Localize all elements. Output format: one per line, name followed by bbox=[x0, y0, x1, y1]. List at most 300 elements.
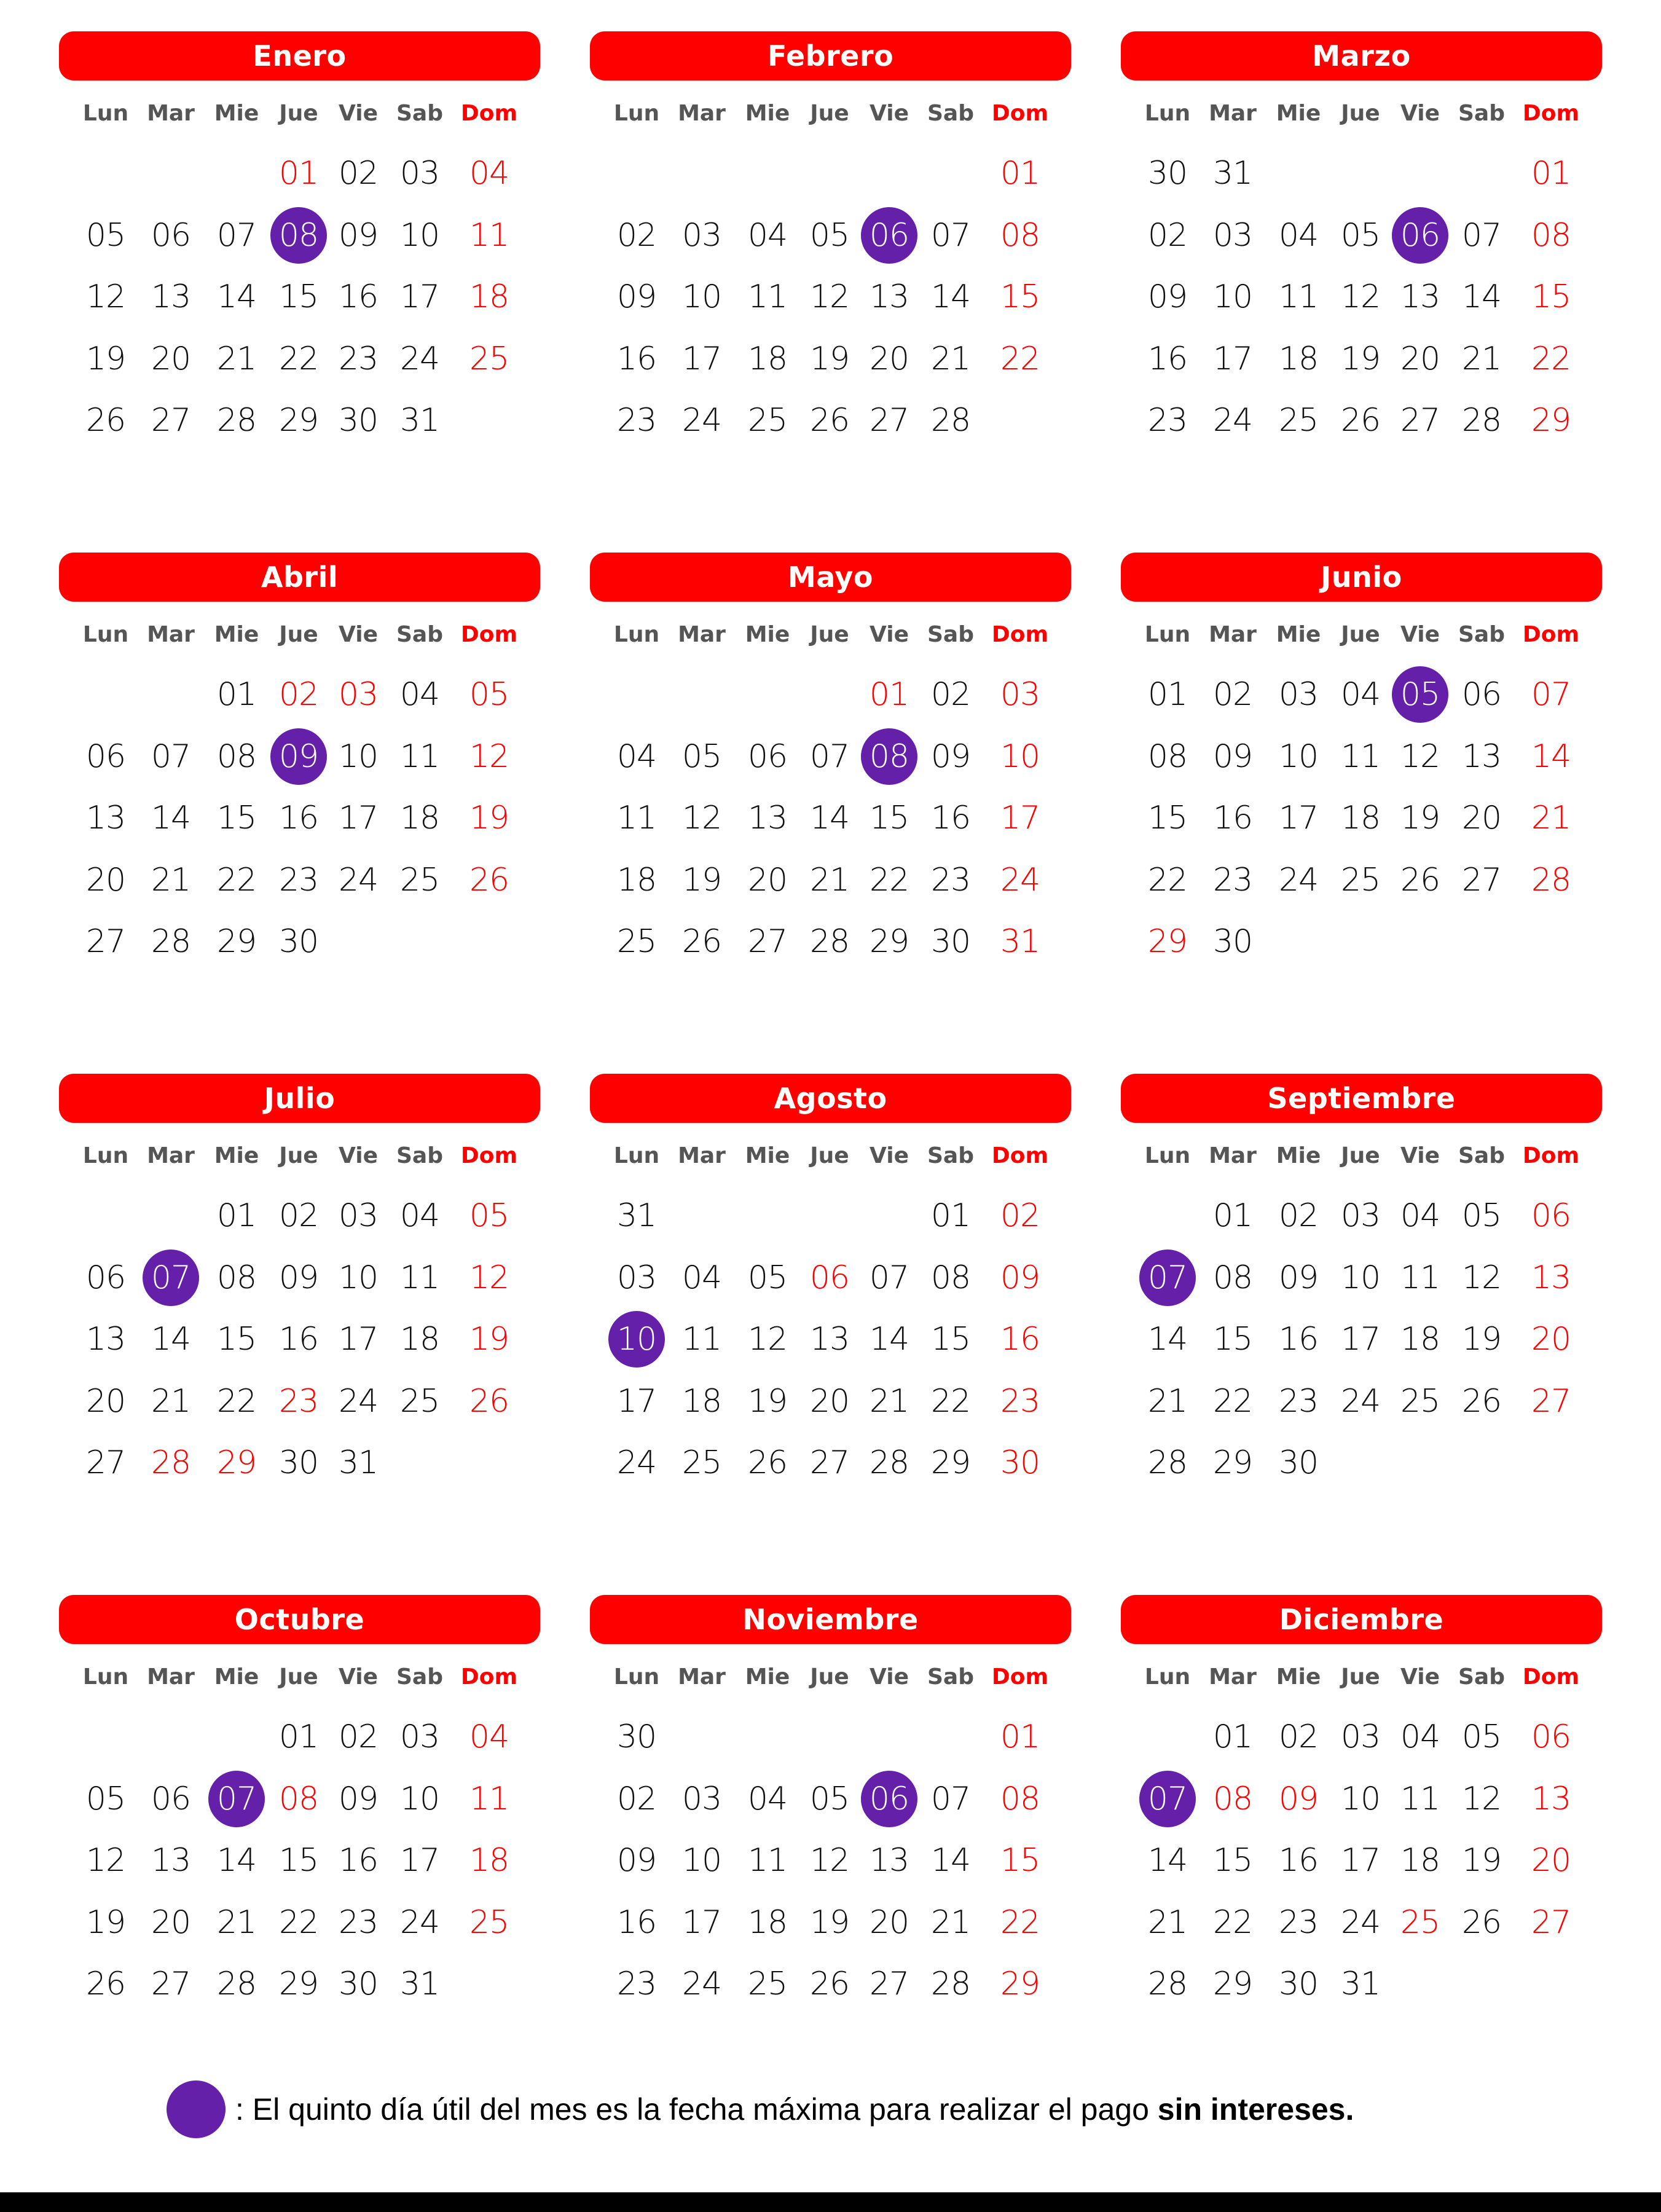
day-number: 07 bbox=[151, 738, 191, 775]
month-julio bbox=[59, 1074, 540, 1541]
day-cell bbox=[207, 1435, 266, 1491]
day-cell bbox=[1331, 1771, 1390, 1827]
weekday-label: Dom bbox=[460, 1664, 518, 1690]
day-number: 01 bbox=[869, 676, 909, 713]
day-number: 17 bbox=[399, 1842, 440, 1879]
day-cell bbox=[738, 913, 797, 970]
day-cell bbox=[329, 1894, 388, 1951]
day-number: 12 bbox=[85, 278, 126, 315]
day-number: 06 bbox=[151, 216, 191, 254]
day-cell bbox=[738, 1956, 797, 2012]
day-number: 28 bbox=[869, 1444, 909, 1481]
day-number: 29 bbox=[216, 923, 257, 960]
day-cell bbox=[269, 913, 328, 970]
weekday-label: Mar bbox=[147, 101, 195, 126]
day-number: 11 bbox=[616, 800, 657, 836]
day-cell bbox=[738, 1250, 797, 1306]
day-cell bbox=[269, 1956, 328, 2012]
day-number: 31 bbox=[1212, 155, 1253, 192]
day-cell bbox=[1331, 1956, 1390, 2012]
day-cell bbox=[1452, 1894, 1511, 1951]
weekday-label: Sab bbox=[927, 101, 974, 126]
day-cell-highlighted bbox=[207, 1771, 266, 1827]
day-cell bbox=[141, 331, 200, 387]
day-cell bbox=[607, 728, 666, 785]
day-number: 11 bbox=[469, 216, 509, 254]
day-number: 22 bbox=[278, 340, 319, 377]
day-number: 26 bbox=[1400, 861, 1440, 899]
day-number: 19 bbox=[809, 1903, 850, 1941]
day-number: 30 bbox=[930, 923, 971, 960]
weekday-label: Mar bbox=[147, 1664, 195, 1690]
day-cell bbox=[1203, 790, 1262, 846]
day-cell bbox=[460, 1311, 519, 1368]
day-number: 24 bbox=[1000, 861, 1040, 899]
day-cell bbox=[329, 1832, 388, 1889]
day-number: 22 bbox=[930, 1382, 971, 1420]
day-cell bbox=[1331, 207, 1390, 264]
day-cell bbox=[269, 331, 328, 387]
day-cell bbox=[1331, 1187, 1390, 1244]
day-number: 17 bbox=[338, 1321, 379, 1358]
day-number: 30 bbox=[1278, 1966, 1319, 2002]
day-number: 29 bbox=[869, 923, 909, 960]
day-number: 17 bbox=[399, 278, 440, 315]
legend bbox=[167, 2080, 1354, 2139]
weekday-label: Mie bbox=[214, 101, 259, 126]
day-cell bbox=[76, 269, 135, 325]
weekday-label: Vie bbox=[339, 1664, 378, 1690]
day-cell bbox=[1452, 207, 1511, 264]
day-cell bbox=[1522, 1373, 1581, 1430]
day-cell bbox=[1203, 852, 1262, 908]
weekday-label: Jue bbox=[279, 622, 318, 647]
day-number: 20 bbox=[1531, 1842, 1571, 1879]
day-cell bbox=[329, 1771, 388, 1827]
day-number: 26 bbox=[1461, 1382, 1502, 1420]
day-cell-highlighted bbox=[860, 728, 919, 785]
day-number: 04 bbox=[747, 1780, 788, 1817]
day-cell bbox=[991, 269, 1050, 325]
day-cell bbox=[921, 728, 980, 785]
day-cell bbox=[141, 1956, 200, 2012]
day-number: 28 bbox=[1531, 861, 1571, 899]
day-number: 14 bbox=[1461, 278, 1502, 315]
day-cell bbox=[1203, 1250, 1262, 1306]
day-number: 21 bbox=[151, 1382, 191, 1420]
day-cell bbox=[460, 1373, 519, 1430]
day-number: 05 bbox=[1340, 216, 1381, 254]
weekday-label: Jue bbox=[810, 622, 849, 647]
day-number: 20 bbox=[747, 861, 788, 899]
day-cell bbox=[738, 269, 797, 325]
day-cell bbox=[141, 1771, 200, 1827]
day-cell bbox=[460, 269, 519, 325]
day-number: 01 bbox=[930, 1197, 971, 1234]
legend-text-bold: sin intereses. bbox=[1157, 2092, 1354, 2127]
day-cell bbox=[1522, 1250, 1581, 1306]
weekday-label: Jue bbox=[279, 1143, 318, 1168]
day-number: 13 bbox=[85, 800, 126, 836]
day-cell bbox=[269, 1373, 328, 1430]
day-cell bbox=[460, 1709, 519, 1765]
day-number: 20 bbox=[869, 340, 909, 377]
day-number: 06 bbox=[1461, 676, 1502, 713]
day-number: 14 bbox=[930, 1842, 971, 1879]
day-number: 15 bbox=[278, 278, 319, 315]
day-cell bbox=[800, 1435, 859, 1491]
day-cell bbox=[269, 666, 328, 723]
day-cell bbox=[738, 392, 797, 449]
day-number: 09 bbox=[338, 1780, 379, 1817]
weekday-label: Vie bbox=[1400, 1143, 1440, 1168]
day-number: 17 bbox=[338, 800, 379, 836]
weekday-label: Lun bbox=[613, 622, 660, 647]
day-cell bbox=[1269, 1187, 1328, 1244]
day-cell bbox=[738, 790, 797, 846]
day-number: 16 bbox=[1278, 1321, 1319, 1358]
day-number: 09 bbox=[616, 278, 657, 315]
day-cell bbox=[141, 1832, 200, 1889]
day-cell bbox=[390, 1373, 449, 1430]
day-number: 08 bbox=[216, 738, 257, 775]
day-number: 12 bbox=[809, 1842, 850, 1879]
day-cell bbox=[921, 392, 980, 449]
day-number: 09 bbox=[338, 216, 379, 254]
day-number: 27 bbox=[869, 1966, 909, 2002]
weekday-label: Mie bbox=[214, 622, 259, 647]
day-cell bbox=[1269, 392, 1328, 449]
day-cell bbox=[76, 207, 135, 264]
day-number: 12 bbox=[85, 1842, 126, 1879]
day-number: 15 bbox=[1000, 278, 1040, 315]
day-cell bbox=[207, 392, 266, 449]
day-cell bbox=[921, 790, 980, 846]
month-header: Mayo bbox=[590, 553, 1071, 602]
month-header: Septiembre bbox=[1121, 1074, 1602, 1123]
day-cell bbox=[1203, 1187, 1262, 1244]
weekday-label: Vie bbox=[870, 622, 909, 647]
day-cell bbox=[1269, 1832, 1328, 1889]
day-cell bbox=[921, 852, 980, 908]
day-cell bbox=[1203, 269, 1262, 325]
weekday-label: Vie bbox=[339, 622, 378, 647]
day-cell bbox=[991, 1187, 1050, 1244]
day-cell bbox=[800, 1832, 859, 1889]
month-header: Noviembre bbox=[590, 1595, 1071, 1644]
day-number: 02 bbox=[1278, 1197, 1319, 1234]
day-cell bbox=[607, 269, 666, 325]
day-number: 03 bbox=[1340, 1718, 1381, 1755]
day-number: 25 bbox=[1278, 402, 1319, 439]
day-number: 16 bbox=[338, 278, 379, 315]
day-cell bbox=[672, 269, 731, 325]
day-number: 19 bbox=[809, 340, 850, 377]
day-number: 16 bbox=[1000, 1321, 1040, 1358]
day-cell bbox=[1522, 728, 1581, 785]
day-number: 26 bbox=[1461, 1903, 1502, 1941]
day-cell bbox=[390, 852, 449, 908]
day-cell bbox=[76, 331, 135, 387]
day-number: 16 bbox=[930, 800, 971, 836]
day-number: 22 bbox=[1531, 340, 1571, 377]
day-cell bbox=[1138, 1956, 1197, 2012]
weekday-label: Jue bbox=[1341, 101, 1380, 126]
day-number: 09 bbox=[616, 1842, 657, 1879]
day-number: 08 bbox=[1147, 738, 1188, 775]
day-number: 11 bbox=[399, 738, 440, 775]
bottom-bar bbox=[0, 2192, 1661, 2212]
day-number: 30 bbox=[1147, 155, 1188, 192]
day-number: 08 bbox=[216, 1259, 257, 1296]
day-number: 24 bbox=[1278, 861, 1319, 899]
day-cell bbox=[269, 1709, 328, 1765]
legend-text-regular: : El quinto día útil del mes es la fecha máxima para realizar el pago bbox=[235, 2092, 1158, 2127]
day-number: 27 bbox=[85, 1444, 126, 1481]
day-cell bbox=[672, 1311, 731, 1368]
day-cell bbox=[390, 1832, 449, 1889]
day-cell bbox=[1138, 392, 1197, 449]
day-number: 29 bbox=[1000, 1966, 1040, 2002]
weekday-label: Vie bbox=[1400, 622, 1440, 647]
day-cell bbox=[921, 1771, 980, 1827]
day-number: 25 bbox=[747, 402, 788, 439]
day-cell bbox=[460, 331, 519, 387]
day-cell bbox=[76, 1373, 135, 1430]
day-number: 12 bbox=[469, 738, 509, 775]
day-number: 03 bbox=[1212, 216, 1253, 254]
day-number: 07 bbox=[1147, 1780, 1188, 1817]
day-number: 24 bbox=[399, 340, 440, 377]
day-number: 31 bbox=[399, 402, 440, 439]
day-cell bbox=[1452, 1771, 1511, 1827]
day-number: 28 bbox=[1147, 1444, 1188, 1481]
month-agosto bbox=[590, 1074, 1071, 1541]
day-cell bbox=[738, 1832, 797, 1889]
day-number: 13 bbox=[1461, 738, 1502, 775]
day-number: 29 bbox=[1531, 402, 1571, 439]
day-cell bbox=[269, 1771, 328, 1827]
day-cell bbox=[1203, 1311, 1262, 1368]
day-number: 21 bbox=[1147, 1382, 1188, 1420]
day-number: 16 bbox=[616, 1903, 657, 1941]
day-cell bbox=[1331, 728, 1390, 785]
day-number: 03 bbox=[1000, 676, 1040, 713]
day-cell bbox=[329, 331, 388, 387]
day-cell bbox=[269, 269, 328, 325]
day-cell bbox=[1269, 852, 1328, 908]
month-header: Octubre bbox=[59, 1595, 540, 1644]
day-cell bbox=[991, 666, 1050, 723]
day-number: 23 bbox=[1278, 1903, 1319, 1941]
day-number: 19 bbox=[469, 1321, 509, 1358]
day-cell bbox=[991, 852, 1050, 908]
day-cell bbox=[1452, 1373, 1511, 1430]
day-cell bbox=[1203, 1832, 1262, 1889]
weekday-label: Sab bbox=[396, 1143, 443, 1168]
day-cell bbox=[800, 392, 859, 449]
day-cell bbox=[607, 1250, 666, 1306]
day-cell bbox=[991, 331, 1050, 387]
day-cell bbox=[1269, 666, 1328, 723]
day-cell-highlighted bbox=[1391, 666, 1450, 723]
weekday-label: Mar bbox=[1209, 1664, 1257, 1690]
weekday-label: Lun bbox=[82, 101, 129, 126]
day-cell bbox=[1331, 1832, 1390, 1889]
day-number: 26 bbox=[85, 1966, 126, 2002]
day-number: 23 bbox=[278, 1382, 319, 1420]
weekday-label: Dom bbox=[991, 1664, 1049, 1690]
day-number: 26 bbox=[469, 861, 509, 899]
day-number: 19 bbox=[1340, 340, 1381, 377]
weekday-label: Mar bbox=[678, 622, 726, 647]
day-cell bbox=[390, 1956, 449, 2012]
day-number: 02 bbox=[1000, 1197, 1040, 1234]
day-number: 15 bbox=[1212, 1321, 1253, 1358]
day-cell bbox=[390, 790, 449, 846]
weekday-label: Mie bbox=[1276, 1664, 1321, 1690]
day-number: 05 bbox=[469, 676, 509, 713]
day-cell bbox=[1391, 331, 1450, 387]
day-cell bbox=[76, 1435, 135, 1491]
day-number: 26 bbox=[747, 1444, 788, 1481]
day-number: 06 bbox=[151, 1780, 191, 1817]
day-cell bbox=[329, 1187, 388, 1244]
day-number: 04 bbox=[747, 216, 788, 254]
day-cell bbox=[207, 1187, 266, 1244]
day-cell bbox=[1391, 1187, 1450, 1244]
weekday-label: Sab bbox=[1458, 1143, 1505, 1168]
day-number: 14 bbox=[809, 800, 850, 836]
day-number: 31 bbox=[1000, 923, 1040, 960]
weekday-label: Vie bbox=[1400, 101, 1440, 126]
day-cell bbox=[390, 1311, 449, 1368]
day-cell bbox=[1522, 269, 1581, 325]
day-cell bbox=[800, 331, 859, 387]
day-cell bbox=[860, 1435, 919, 1491]
weekday-label: Vie bbox=[339, 1143, 378, 1168]
day-cell bbox=[921, 1832, 980, 1889]
day-number: 11 bbox=[1400, 1259, 1440, 1296]
day-number: 30 bbox=[1278, 1444, 1319, 1481]
day-number: 19 bbox=[1461, 1842, 1502, 1879]
day-cell bbox=[1138, 145, 1197, 202]
day-cell bbox=[1522, 1187, 1581, 1244]
day-number: 04 bbox=[469, 155, 509, 192]
day-cell bbox=[207, 1894, 266, 1951]
day-number: 29 bbox=[930, 1444, 971, 1481]
day-number: 11 bbox=[747, 278, 788, 315]
day-cell bbox=[269, 1311, 328, 1368]
day-number: 15 bbox=[1531, 278, 1571, 315]
day-number: 13 bbox=[1400, 278, 1440, 315]
day-cell bbox=[800, 728, 859, 785]
day-number: 18 bbox=[399, 800, 440, 836]
day-number: 11 bbox=[1278, 278, 1319, 315]
day-number: 22 bbox=[1212, 1903, 1253, 1941]
weekday-label: Mar bbox=[147, 622, 195, 647]
day-number: 04 bbox=[1278, 216, 1319, 254]
day-number: 13 bbox=[809, 1321, 850, 1358]
day-number: 26 bbox=[809, 402, 850, 439]
day-cell bbox=[1331, 666, 1390, 723]
day-cell bbox=[1452, 1709, 1511, 1765]
day-cell bbox=[207, 852, 266, 908]
day-number: 06 bbox=[1531, 1718, 1571, 1755]
day-number: 18 bbox=[1400, 1321, 1440, 1358]
day-number: 27 bbox=[151, 1966, 191, 2002]
weekday-label: Mie bbox=[745, 101, 790, 126]
day-number: 04 bbox=[399, 676, 440, 713]
day-cell bbox=[460, 1187, 519, 1244]
day-number: 03 bbox=[338, 676, 379, 713]
day-number: 28 bbox=[1461, 402, 1502, 439]
day-number: 28 bbox=[809, 923, 850, 960]
day-number: 18 bbox=[747, 340, 788, 377]
day-cell bbox=[141, 1894, 200, 1951]
day-number: 06 bbox=[747, 738, 788, 775]
day-number: 14 bbox=[869, 1321, 909, 1358]
day-number: 23 bbox=[338, 340, 379, 377]
day-cell bbox=[76, 728, 135, 785]
day-cell bbox=[1269, 1771, 1328, 1827]
day-number: 06 bbox=[869, 1780, 909, 1817]
day-number: 05 bbox=[809, 216, 850, 254]
day-number: 20 bbox=[809, 1382, 850, 1420]
day-number: 29 bbox=[1147, 923, 1188, 960]
day-number: 18 bbox=[681, 1382, 722, 1420]
day-number: 15 bbox=[1000, 1842, 1040, 1879]
day-number: 27 bbox=[1531, 1382, 1571, 1420]
day-cell bbox=[1138, 1373, 1197, 1430]
day-cell bbox=[329, 790, 388, 846]
day-cell bbox=[390, 1250, 449, 1306]
day-cell bbox=[1331, 1894, 1390, 1951]
day-number: 09 bbox=[1147, 278, 1188, 315]
day-cell bbox=[76, 1894, 135, 1951]
day-number: 10 bbox=[1278, 738, 1319, 775]
day-number: 21 bbox=[869, 1382, 909, 1420]
day-cell bbox=[921, 913, 980, 970]
day-number: 04 bbox=[1400, 1718, 1440, 1755]
day-cell bbox=[1331, 1373, 1390, 1430]
day-number: 06 bbox=[869, 216, 909, 254]
day-cell bbox=[1203, 207, 1262, 264]
day-cell bbox=[390, 1709, 449, 1765]
day-number: 22 bbox=[278, 1903, 319, 1941]
day-cell bbox=[672, 392, 731, 449]
weekday-label: Sab bbox=[396, 622, 443, 647]
day-number: 29 bbox=[278, 402, 319, 439]
day-cell bbox=[460, 145, 519, 202]
weekday-label: Dom bbox=[1522, 1143, 1580, 1168]
day-cell bbox=[1138, 331, 1197, 387]
day-number: 06 bbox=[85, 738, 126, 775]
day-cell bbox=[141, 852, 200, 908]
day-number: 21 bbox=[216, 1903, 257, 1941]
day-cell bbox=[1331, 269, 1390, 325]
day-cell-highlighted bbox=[141, 1250, 200, 1306]
day-number: 31 bbox=[338, 1444, 379, 1481]
day-number: 04 bbox=[1400, 1197, 1440, 1234]
day-number: 27 bbox=[1531, 1903, 1571, 1941]
weekday-label: Mar bbox=[678, 101, 726, 126]
day-cell bbox=[1203, 145, 1262, 202]
day-number: 20 bbox=[1400, 340, 1440, 377]
weekday-label: Jue bbox=[1341, 622, 1380, 647]
day-number: 24 bbox=[616, 1444, 657, 1481]
day-number: 14 bbox=[216, 1842, 257, 1879]
